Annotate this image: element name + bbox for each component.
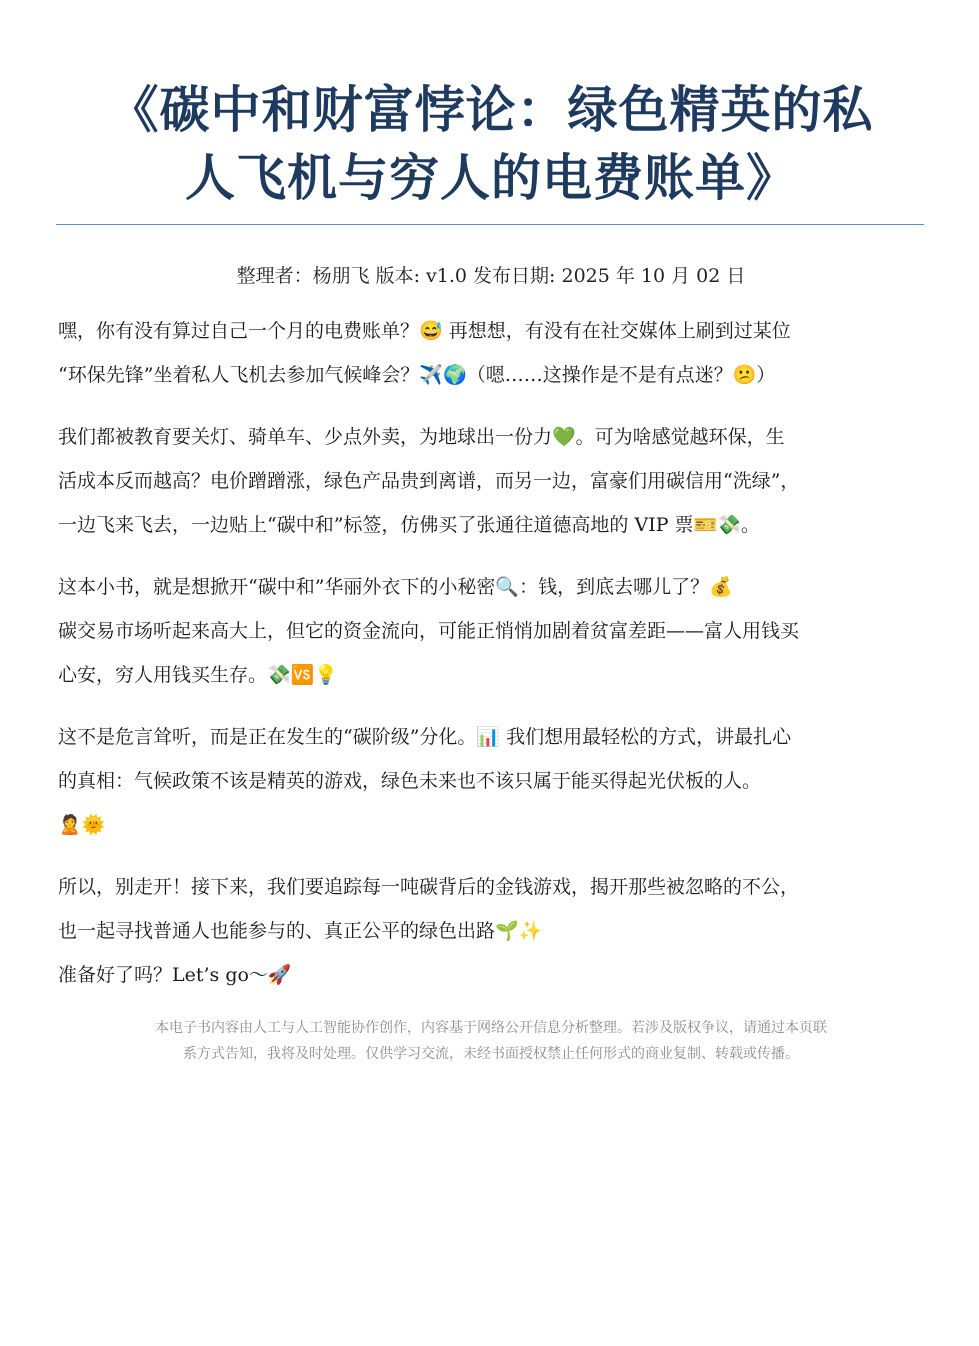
paragraph-line: 准备好了吗？Let’s go～🚀 (58, 964, 292, 986)
paragraph-line: 活成本反而越高？电价蹭蹭涨，绿色产品贵到离谱，而另一边，富豪们用碳信用“洗绿”， (58, 470, 800, 492)
copyright-notice (58, 1015, 924, 1067)
paragraph-line: 嘿，你有没有算过自己一个月的电费账单？😅 再想想，有没有在社交媒体上刷到过某位 (58, 320, 791, 342)
title-divider (56, 224, 924, 225)
document-page (58, 0, 924, 1067)
paragraph-line: 这本小书，就是想掀开“碳中和”华丽外衣下的小秘密🔍：钱，到底去哪儿了？💰 (58, 576, 733, 598)
paragraph-3 (58, 565, 924, 697)
notice-line-2: 系方式告知，我将及时处理。仅供学习交流，未经书面授权禁止任何形式的商业复制、转载或传播。 (183, 1046, 799, 1062)
paragraph-line: 这不是危言耸听，而是正在发生的“碳阶级”分化。📊 我们想用最轻松的方式，讲最扎心 (58, 726, 792, 748)
paragraph-line: “环保先锋”坐着私人飞机去参加气候峰会？✈️🌍（嗯……这操作是不是有点迷？😕） (58, 364, 776, 386)
paragraph-line: 也一起寻找普通人也能参与的、真正公平的绿色出路🌱✨ (58, 920, 543, 942)
paragraph-line: 心安，穷人用钱买生存。💸🆚💡 (58, 664, 338, 686)
paragraph-4 (58, 715, 924, 847)
paragraph-line: 我们都被教育要关灯、骑单车、少点外卖，为地球出一份力💚。可为啥感觉越环保，生 (58, 426, 785, 448)
title-line-2: 人飞机与穷人的电费账单》 (185, 149, 797, 207)
paragraph-2 (58, 415, 924, 547)
document-title (58, 76, 924, 212)
document-meta: 整理者：杨朋飞 版本: v1.0 发布日期: 2025 年 10 月 02 日 (236, 265, 746, 287)
notice-line-1: 本电子书内容由人工与人工智能协作创作，内容基于网络公开信息分析整理。若涉及版权争议，请通过本页联 (155, 1020, 827, 1036)
paragraph-line: 的真相：气候政策不该是精英的游戏，绿色未来也不该只属于能买得起光伏板的人。 (58, 770, 762, 792)
paragraph-line: 一边飞来飞去，一边贴上“碳中和”标签，仿佛买了张通往道德高地的 VIP 票🎫💸。 (58, 514, 760, 536)
paragraph-line: 🙎🌞 (58, 814, 106, 836)
paragraph-line: 碳交易市场听起来高大上，但它的资金流向，可能正悄悄加剧着贫富差距——富人用钱买 (58, 620, 800, 642)
paragraph-1 (58, 309, 924, 397)
title-line-1: 《碳中和财富悖论：绿色精英的私 (108, 81, 874, 139)
document-body (58, 309, 924, 997)
paragraph-5 (58, 865, 924, 997)
paragraph-line: 所以，别走开！接下来，我们要追踪每一吨碳背后的金钱游戏，揭开那些被忽略的不公， (58, 876, 800, 898)
